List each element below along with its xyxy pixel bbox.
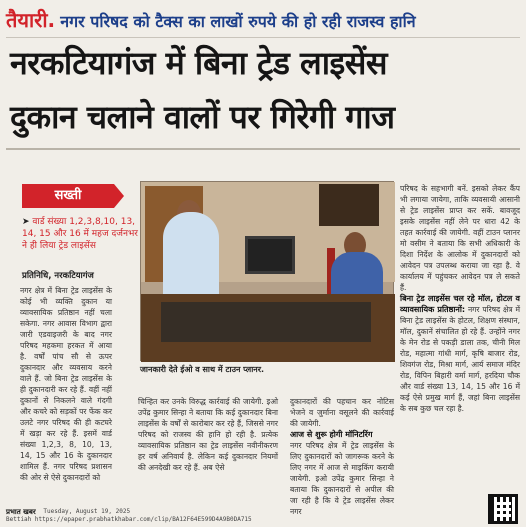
byline: प्रतिनिधि, नरकटियागंज — [22, 271, 94, 281]
section-badge: सख्ती — [22, 184, 114, 208]
news-photo — [140, 181, 394, 361]
column-4-subhead: बिना ट्रेड लाइसेंस चल रहे मॉल, होटल व व्यावसायिक प्रतिष्ठानों: — [400, 294, 520, 314]
kicker-line — [6, 6, 520, 38]
article-column-1: नगर क्षेत्र में बिना ट्रेड लाइसेंस के कोई भी व्यक्ति दुकान या व्यावसायिक प्रतिष्ठान नहीं चला सकेगा. नगर आवास विभाग द्वारा जारी एडवाइजरी के बाद नगर परिषद महकमा हरकत में आया है. वर्षों पांच सौ से ऊपर दुकानदार और व्यवसाय करने वाले हैं. जो बिना ट्रेड लाइसेंस के ही दुकानदारी कर रहे हैं. वहीं नहीं दुकानों से निकलने वाले गंदगी और कचरे को सड़कों पर फेंक कर उलटे नगर परिषद की ही कटघरे में खड़ा कर रहे हैं. इसमें वार्ड संख्या 1,2,3, 8, 10, 13, 14, 15 और 16 के दुकानदार शामिल हैं. नगर परिषद प्रशासन की ओर से ऐसे दुकानदारों को — [20, 286, 112, 482]
kicker-separator: . — [47, 8, 56, 32]
column-4-text-b: नगर परिषद क्षेत्र में बिना ट्रेड लाइसेंस के होटल, शिक्षण संस्थान, मॉल, दुकानें संचालित हो रहे हैं. उन्होंने नगर के मेन रोड से पकड़ी डाला तक, चीनी मिल रोड, महात्मा गांधी मार्ग, कृषि बाजार रोड, शिवगंज रोड, मिश्रा मार्ग, आर्य समाज मंदिर रोड, विपिन बिहारी वर्मा मार्ग, हरदिया चौक और वार्ड संख्या 13, 14, 15 और 16 में कई ऐसे प्रमुख मार्ग हैं, जहां बिना लाइसेंस के सब कुछ चल रहा है. — [400, 305, 520, 413]
clip-footer — [6, 508, 446, 524]
divider — [6, 148, 520, 150]
column-3-subhead: आज से शुरू होगी मॉनिटरिंग — [290, 430, 373, 439]
column-4-text-a: परिषद के सहभागी बनें. इसको लेकर कैंप भी लगाया जायेगा, ताकि व्यवसायी आसानी से ट्रेड लाइसेंस प्राप्त कर सकें. बावजूद इसके लाइसेंस नहीं लेने पर धारा 42 के तहत कार्रवाई की जायेगी. वहीं टाउन प्लानर मो वसीम ने बताया कि सभी अधिकारी के दिशा निर्देश के आलोक में दुकानदारों को आवेदन पत्र उपलब्ध कराया जा रहा है. वे कार्यालय में पहुंचकर आवेदन पत्र ले सकते हैं. — [400, 184, 520, 292]
column-3-text-a: दुकानदारों की पहचान कर नोटिस भेजने व जुर्माना वसूलने की कार्रवाई की जायेगी. — [290, 397, 394, 428]
publication-logo: प्रभात खबर — [6, 507, 36, 516]
arrow-icon: ➤ — [22, 217, 30, 227]
kicker-text: नगर परिषद को टैक्स का लाखों रुपये की हो रही राजस्व हानि — [60, 12, 416, 31]
photo-caption: जानकारी देते ईओ व साथ में टाउन प्लानर. — [140, 365, 265, 374]
headline-line-1: नरकटियागंज में बिना ट्रेड लाइसेंस — [10, 44, 387, 82]
bullet-text: वार्ड संख्या 1,2,3,8,10, 13, 14, 15 और 16 में महज दर्जनभर ने ही लिया ट्रेड लाइसेंस — [22, 217, 138, 251]
column-3-text-b: नगर परिषद क्षेत्र में ट्रेड लाइसेंस के लिए दुकानदारों को जागरूक करने के लिए नगर में आज से माइकिंग करायी जायेगी. इओ उपेंद्र कुमार सिन्हा ने बताया कि दुकानदारों से अपील की जा रही है कि वे ट्रेड लाइसेंस लेकर नगर — [290, 441, 394, 516]
footer-url[interactable]: https://epaper.prabhatkhabar.com/clip/BA12F64E599D4A9B0DA715 — [34, 516, 252, 523]
article-column-2: चिन्हित कर उनके विरुद्ध कार्रवाई की जायेगी. इओ उपेंद्र कुमार सिन्हा ने बताया कि कई दुकानदार बिना लाइसेंस के वर्षों से कारोबार कर रहे हैं, जिससे नगर परिषद को राजस्व की हानि हो रही है. प्रत्येक व्यावसायिक प्रतिष्ठान का ट्रेड लाइसेंस नवीनीकरण हर वर्ष अनिवार्य है. लेकिन कई दुकानदार नियमों की अनदेखी कर रहे हैं. अब ऐसे — [138, 397, 278, 472]
headline-line-2: दुकान चलाने वालों पर गिरेगी गाज — [10, 98, 395, 136]
article-column-3 — [290, 396, 394, 516]
kicker-tag: तैयारी — [6, 8, 48, 32]
footer-edition: Bettiah — [6, 516, 32, 523]
qr-code-icon[interactable] — [488, 494, 518, 524]
footer-date: Tuesday, August 19, 2025 — [43, 508, 131, 515]
article-column-4 — [400, 183, 520, 503]
highlight-bullet — [22, 216, 140, 252]
